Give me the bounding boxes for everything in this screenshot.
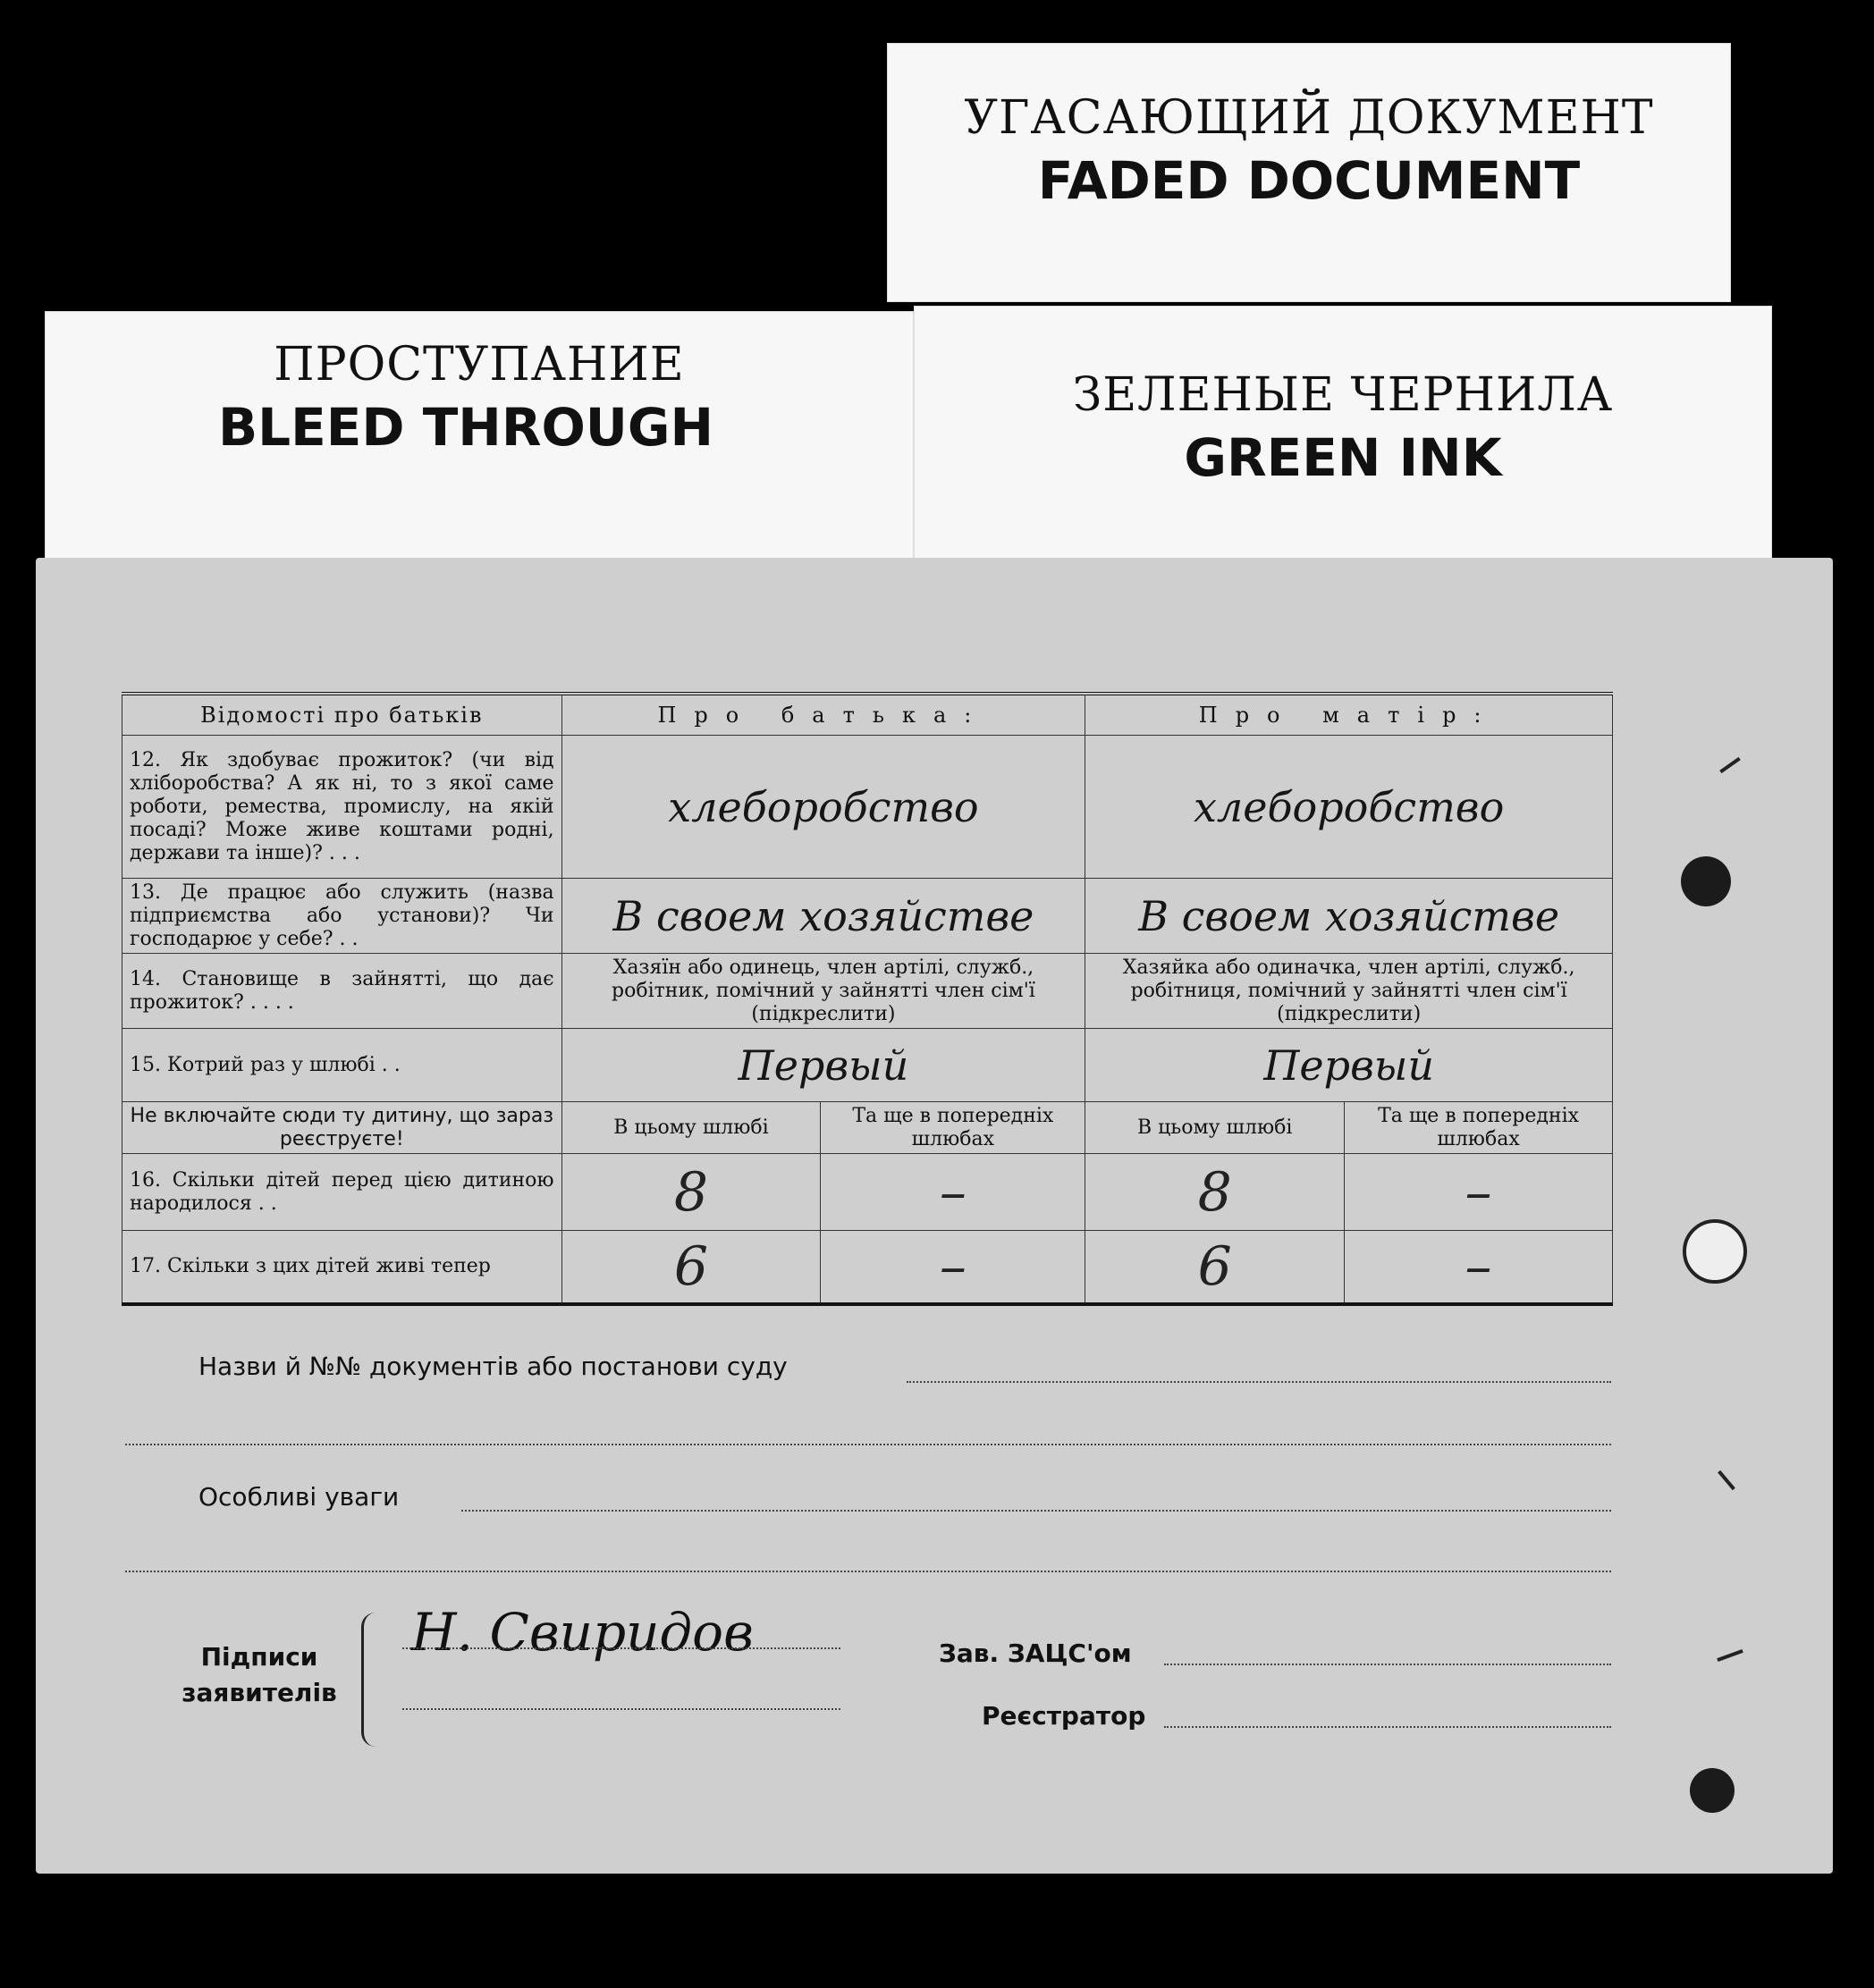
documents-field[interactable] [907,1380,1611,1383]
faded-document-tag [887,43,1731,302]
punch-hole [1690,1768,1735,1813]
children-header-row [122,1102,1613,1154]
signature-line-1[interactable] [402,1647,840,1649]
header-father: Про батька: [561,694,1085,736]
faded-tag-ru: УГАСАЮЩИЙ ДОКУМЕНТ [964,91,1654,145]
mother-this-marriage-header: В цьому шлюбі [1085,1102,1345,1154]
table-row [122,1231,1613,1304]
bleed-tag-en: BLEED THROUGH [217,397,714,458]
mother-children-born-this[interactable]: 8 [1085,1154,1345,1231]
question-16: 16. Скільки дітей перед цією дитиною народилося . . [122,1154,562,1231]
father-livelihood[interactable]: хлеборобство [561,736,1085,879]
applicant-signature: Н. Свиридов [411,1602,754,1663]
card-tear [1718,1470,1735,1490]
punch-hole [1683,1219,1747,1284]
mother-previous-header: Та ще в попередніх шлюбах [1345,1102,1613,1154]
card-tear [1717,1649,1743,1662]
father-previous-header: Та ще в попередніх шлюбах [821,1102,1085,1154]
father-children-alive-this[interactable]: 6 [561,1231,821,1304]
question-15: 15. Котрий раз у шлюбі . . [122,1029,562,1102]
question-17: 17. Скільки з цих дітей живі тепер [122,1231,562,1304]
signature-line-2[interactable] [402,1707,840,1710]
table-row [122,736,1613,879]
registrar-signature-field[interactable] [1164,1725,1611,1728]
father-children-born-this[interactable]: 8 [561,1154,821,1231]
father-children-alive-prev[interactable]: – [821,1231,1085,1304]
mother-occupation-status[interactable]: Хазяйка або одиначка, член артілі, служб., робітниця, помічний у зайнятті член сім'ї (підкреслити) [1085,954,1613,1029]
head-label: Зав. ЗАЦС'ом [939,1638,1132,1668]
children-note: Не включайте сюди ту дитину, що зараз реєструєте! [122,1102,562,1154]
father-this-marriage-header: В цьому шлюбі [561,1102,821,1154]
question-14: 14. Становище в зайнятті, що дає прожиток? . . . . [122,954,562,1029]
table-row [122,1154,1613,1231]
documents-label: Назви й №№ документів або постанови суду [198,1352,788,1381]
question-13: 13. Де працює або служить (назва підприємства або установи)? Чи господарює у себе? . . [122,879,562,954]
bleed-through-tag [45,311,914,563]
mother-children-alive-prev[interactable]: – [1345,1231,1613,1304]
punch-hole [1681,856,1731,906]
documents-field-line2[interactable] [125,1443,1611,1445]
mother-livelihood[interactable]: хлеборобство [1085,736,1613,879]
question-12: 12. Як здобуває прожиток? (чи від хліборобства? А як ні, то з якої саме роботи, ремества, промислу, на якій посаді? Може живе коштами родні, держави та інше)? . . . [122,736,562,879]
signatures-label: Підписи заявителів [181,1642,337,1707]
card-tear [1719,757,1741,773]
father-occupation-status[interactable]: Хазяїн або одинець, член артілі, служб., робітник, помічний у зайнятті член сім'ї (підкреслити) [561,954,1085,1029]
bleed-tag-ru: ПРОСТУПАНИЕ [274,338,685,392]
table-header-row [122,694,1613,736]
mother-children-born-prev[interactable]: – [1345,1154,1613,1231]
signature-brace [361,1613,382,1747]
header-mother: Про матір: [1085,694,1613,736]
father-children-born-prev[interactable]: – [821,1154,1085,1231]
notes-field[interactable] [461,1509,1611,1512]
head-signature-field[interactable] [1164,1663,1611,1665]
parents-info-table [122,692,1613,1306]
table-row [122,1029,1613,1102]
faded-tag-en: FADED DOCUMENT [1037,150,1581,211]
registration-card [36,558,1833,1874]
green-ink-tag [914,306,1772,563]
father-workplace[interactable]: В своем хозяйстве [561,879,1085,954]
notes-field-line2[interactable] [125,1570,1611,1572]
table-row [122,879,1613,954]
mother-workplace[interactable]: В своем хозяйстве [1085,879,1613,954]
header-parents-info: Відомості про батьків [122,694,562,736]
mother-children-alive-this[interactable]: 6 [1085,1231,1345,1304]
green-tag-ru: ЗЕЛЕНЫЕ ЧЕРНИЛА [1072,368,1614,422]
table-row [122,954,1613,1029]
green-tag-en: GREEN INK [1184,427,1502,488]
father-marriage-count[interactable]: Первый [561,1029,1085,1102]
notes-label: Особливі уваги [198,1482,400,1512]
registrar-label: Реєстратор [982,1701,1146,1731]
mother-marriage-count[interactable]: Первый [1085,1029,1613,1102]
